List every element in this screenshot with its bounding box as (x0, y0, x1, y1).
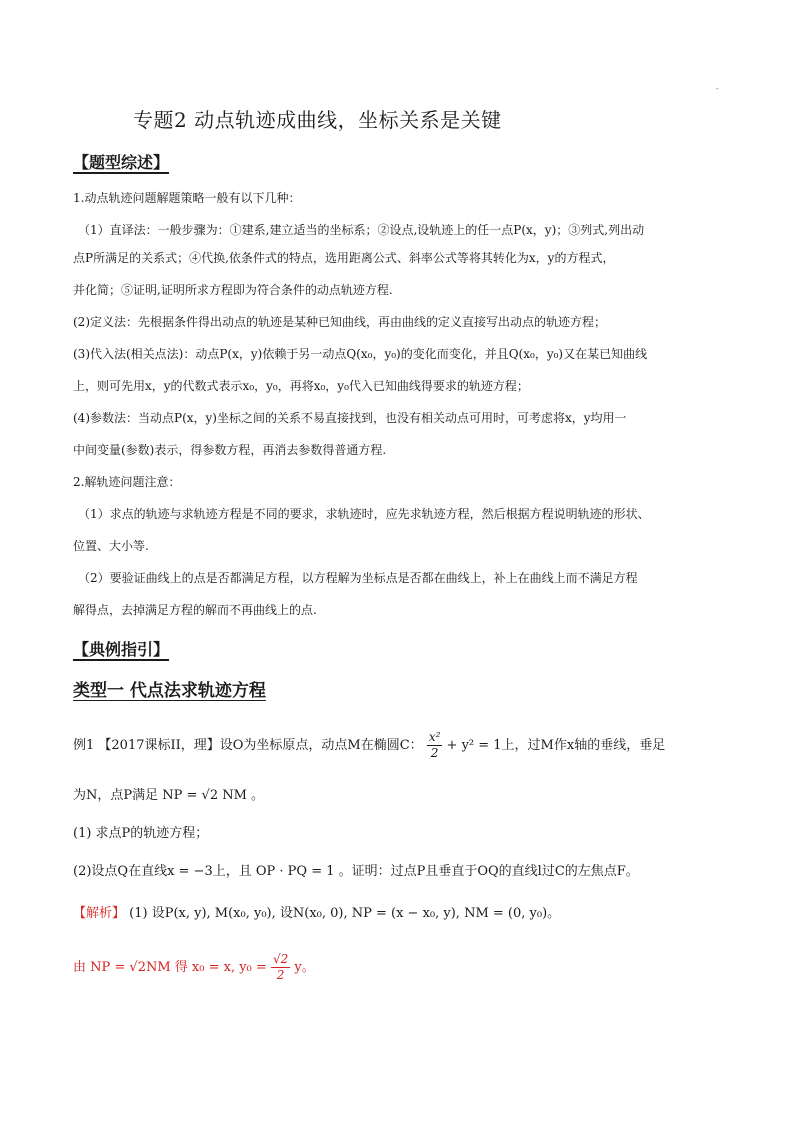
paragraph-2a: （1）直译法：一般步骤为：①建系,建立适当的坐标系；②设点,设轨迹上的任一点P(x，y)；③列式,列出动 (78, 223, 645, 237)
question-1: (1) 求点P的轨迹方程； (73, 826, 209, 841)
question-2: (2)设点Q在直线x = −3上，且 OP · PQ = 1 。证明：过点P且垂直于OQ的直线l过C的左焦点F。 (73, 864, 639, 879)
paragraph-6: 2.解轨迹问题注意： (73, 475, 181, 489)
paragraph-4b: 上，则可先用x，y的代数式表示x₀，y₀，再将x₀，y₀代入已知曲线得要求的轨迹方程； (73, 379, 529, 393)
paragraph-1: 1.动点轨迹问题解题策略一般有以下几种： (73, 191, 301, 205)
example-line-2: 为N，点P满足 NP = √2 NM 。 (73, 788, 265, 803)
example-intro-b: + y² = 1上，过M作x轴的垂线，垂足 (446, 738, 666, 753)
ellipse-fraction (427, 730, 443, 761)
solution-text-2a: 由 NP = √2NM 得 x₀ = x, y₀ = (73, 960, 267, 975)
page-title: 专题2 动点轨迹成曲线，坐标关系是关键 (133, 108, 502, 132)
example-line-1 (73, 730, 665, 761)
solution-text-1: (1) 设P(x, y), M(x₀, y₀), 设N(x₀, 0), NP = (x − x₀, y), NM = (0, y₀)。 (129, 906, 561, 921)
section-heading-examples: 【典例指引】 (73, 640, 170, 659)
fraction-denominator: 2 (276, 968, 285, 982)
solution-label: 【解析】 (73, 906, 126, 921)
corner-mark: - (716, 84, 719, 93)
solution-line-1 (73, 904, 560, 924)
paragraph-3: (2)定义法：先根据条件得出动点的轨迹是某种已知曲线，再由曲线的定义直接写出动点的轨迹方程； (73, 315, 607, 329)
sqrt2-over-2-fraction (271, 952, 290, 983)
solution-line-2 (73, 952, 315, 983)
paragraph-5b: 中间变量(参数)表示，得参数方程，再消去参数得普通方程. (73, 443, 387, 457)
paragraph-8a: （2）要验证曲线上的点是否都满足方程，以方程解为坐标点是否都在曲线上，补上在曲线上而不满足方程 (78, 571, 638, 585)
paragraph-7a: （1）求点的轨迹与求轨迹方程是不同的要求，求轨迹时，应先求轨迹方程，然后根据方程说明轨迹的形状、 (78, 507, 650, 521)
paragraph-7b: 位置、大小等. (73, 539, 149, 553)
section-heading-overview: 【题型综述】 (73, 153, 170, 172)
paragraph-5a: (4)参数法：当动点P(x，y)坐标之间的关系不易直接找到，也没有相关动点可用时，可考虑将x，y均用一 (73, 411, 627, 425)
ellipse-denominator: 2 (430, 746, 439, 760)
fraction-numerator: √2 (272, 952, 289, 966)
solution-text-2b: y。 (294, 960, 315, 975)
paragraph-4a: (3)代入法(相关点法)：动点P(x，y)依赖于另一动点Q(x₀，y₀)的变化而变化，并且Q(x₀，y₀)又在某已知曲线 (73, 347, 648, 361)
paragraph-8b: 解得点，去掉满足方程的解而不再曲线上的点. (73, 603, 317, 617)
paragraph-2b: 点P所满足的关系式；④代换,依条件式的特点，选用距离公式、斜率公式等将其转化为x，y的方程式， (73, 251, 615, 265)
paragraph-2c: 并化简；⑤证明,证明所求方程即为符合条件的动点轨迹方程. (73, 283, 393, 297)
example-intro-a: 例1 【2017课标II，理】设O为坐标原点，动点M在椭圆C： (73, 738, 423, 753)
ellipse-numerator: x² (428, 730, 441, 744)
type-heading: 类型一 代点法求轨迹方程 (73, 681, 266, 701)
